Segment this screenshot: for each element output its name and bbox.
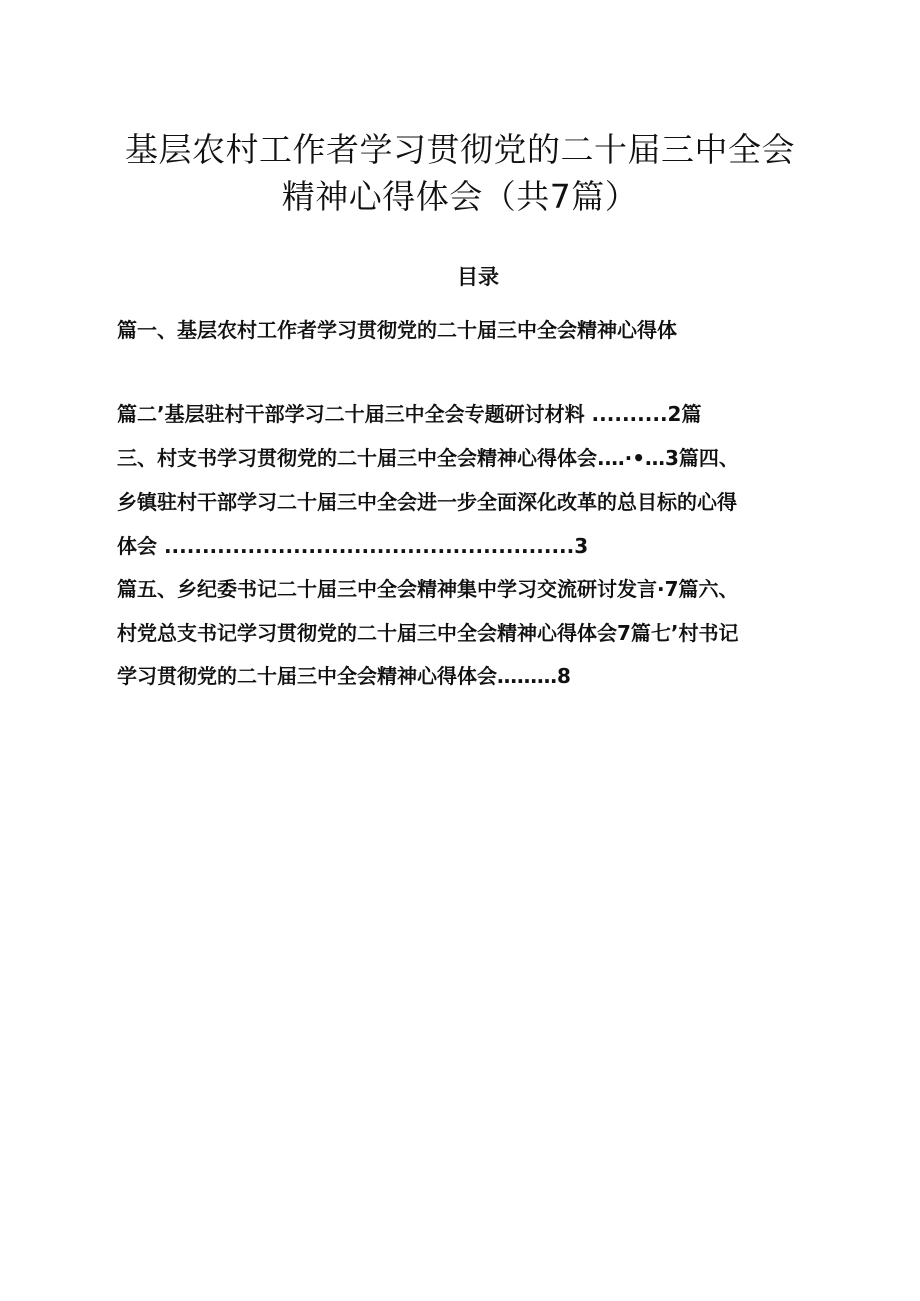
document-title-line-1: 基层农村工作者学习贯彻党的二十届三中全会 bbox=[125, 130, 795, 169]
toc-line: 学习贯彻党的二十届三中全会精神心得体会………8 bbox=[117, 664, 571, 688]
toc-heading: 目录 bbox=[457, 265, 499, 289]
toc-line: 篇一、基层农村工作者学习贯彻党的二十届三中全会精神心得体 bbox=[117, 318, 677, 342]
toc-line: 篇二’基层驻村干部学习二十届三中全会专题研讨材料 ..........2篇 bbox=[117, 402, 702, 426]
toc-line: 村党总支书记学习贯彻党的二十届三中全会精神心得体会7篇七’村书记 bbox=[117, 621, 739, 645]
toc-line: 体会 ......................................................3 bbox=[117, 534, 589, 558]
toc-line: 篇五、乡纪委书记二十届三中全会精神集中学习交流研讨发言·7篇六、 bbox=[117, 577, 739, 601]
toc-line: 三、村支书学习贯彻党的二十届三中全会精神心得体会.…·•…3篇四、 bbox=[117, 446, 739, 470]
document-title-line-2: 精神心得体会（共7篇） bbox=[281, 177, 639, 216]
toc-line: 乡镇驻村干部学习二十届三中全会进一步全面深化改革的总目标的心得 bbox=[117, 490, 737, 514]
